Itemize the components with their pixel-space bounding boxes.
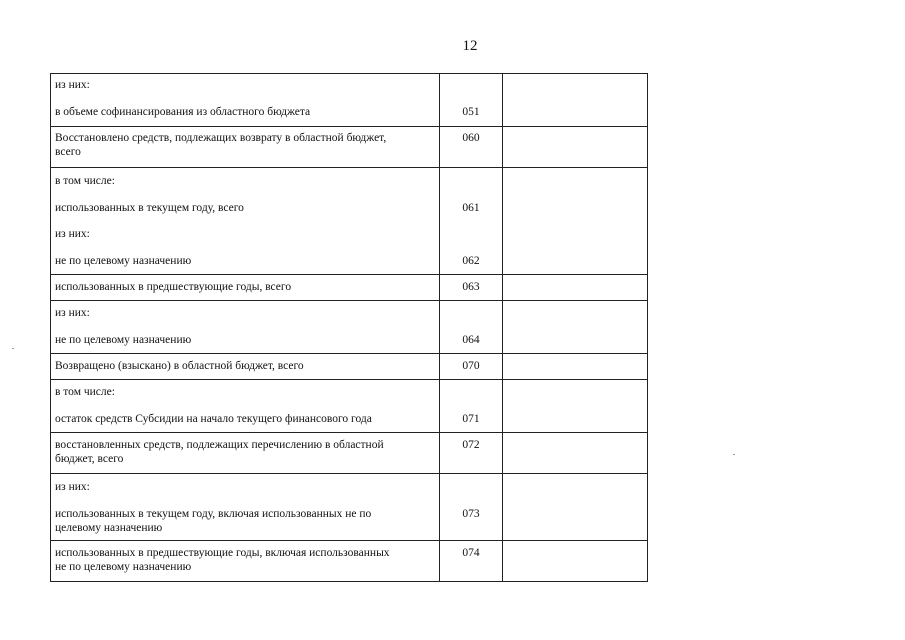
row-label: из них: (55, 228, 90, 240)
table-row (51, 541, 648, 582)
row-label: не по целевому назначению (55, 561, 192, 573)
value-cell (503, 380, 648, 433)
row-label: восстановленных средств, подлежащих перечислению в областной (55, 439, 384, 451)
value-cell (503, 354, 648, 380)
row-label: остаток средств Субсидии на начало текущего финансового года (55, 413, 372, 425)
value-cell (503, 301, 648, 354)
row-label: из них: (55, 307, 90, 319)
row-label: в том числе: (55, 175, 115, 187)
value-cell (503, 74, 648, 127)
scan-speck-left (12, 348, 14, 349)
table-row (51, 474, 648, 541)
table-row (51, 354, 648, 380)
value-cell (503, 474, 648, 541)
table-row (51, 168, 648, 275)
value-cell (503, 127, 648, 168)
value-cell (503, 168, 648, 275)
table-row (51, 433, 648, 474)
row-label: использованных в предшествующие годы, всего (55, 281, 292, 293)
row-code: 063 (462, 281, 480, 293)
page-number: 12 (462, 38, 478, 54)
report-table (50, 73, 648, 582)
table-row (51, 127, 648, 168)
value-cell (503, 275, 648, 301)
row-code: 061 (462, 202, 480, 214)
row-label: из них: (55, 481, 90, 493)
row-label: из них: (55, 79, 90, 91)
row-label: целевому назначению (55, 522, 163, 534)
row-label: Возвращено (взыскано) в областной бюджет, всего (55, 360, 304, 372)
row-label: всего (55, 146, 81, 158)
table-row (51, 301, 648, 354)
row-code: 051 (462, 106, 480, 118)
table-row (51, 380, 648, 433)
row-label: использованных в текущем году, включая использованных не по (55, 508, 372, 520)
row-label: в объеме софинансирования из областного бюджета (55, 106, 311, 118)
row-code: 073 (462, 508, 480, 520)
row-label: в том числе: (55, 386, 115, 398)
row-code: 060 (462, 132, 480, 144)
scan-speck-right (733, 454, 735, 455)
row-code: 070 (462, 360, 480, 372)
row-code: 064 (462, 334, 480, 346)
row-code: 072 (462, 439, 480, 451)
row-label: использованных в текущем году, всего (55, 202, 244, 214)
table-row (51, 275, 648, 301)
row-code: 074 (462, 547, 480, 559)
row-code: 071 (462, 413, 480, 425)
value-cell (503, 541, 648, 582)
row-label: не по целевому назначению (55, 255, 192, 267)
row-label: Восстановлено средств, подлежащих возврату в областной бюджет, (55, 132, 387, 144)
row-label: бюджет, всего (55, 453, 124, 465)
row-code: 062 (462, 255, 480, 267)
table-row (51, 74, 648, 127)
row-label: не по целевому назначению (55, 334, 192, 346)
row-label: использованных в предшествующие годы, включая использованных (55, 547, 390, 559)
value-cell (503, 433, 648, 474)
